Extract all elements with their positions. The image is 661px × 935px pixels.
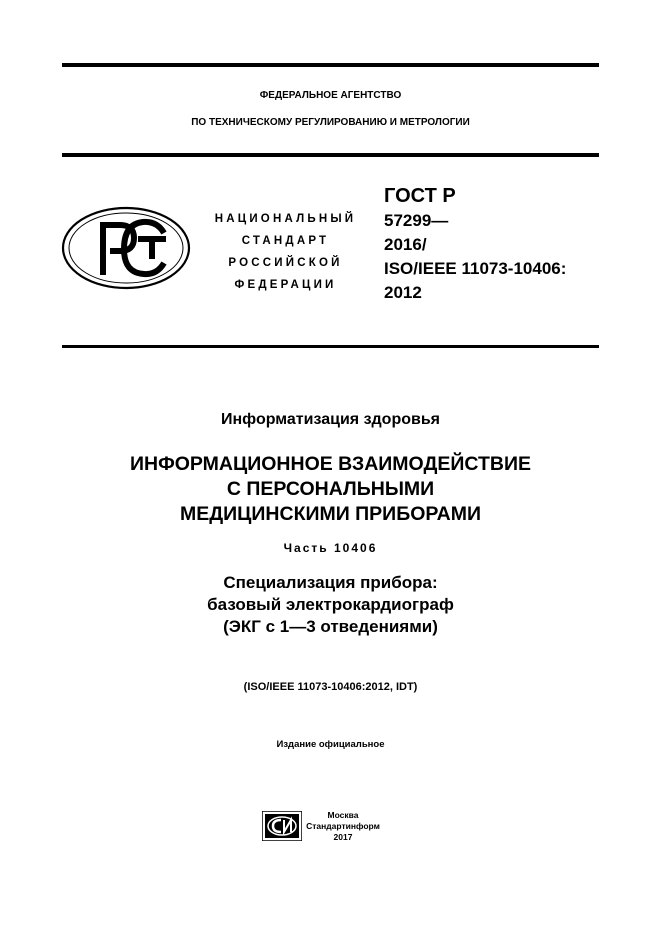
designation-line-3: 2016/: [384, 235, 427, 254]
national-line-1: НАЦИОНАЛЬНЫЙ: [214, 213, 357, 225]
identity-note: (ISO/IEEE 11073-10406:2012, IDT): [243, 681, 418, 693]
standard-designation: [384, 183, 566, 305]
national-line-4: ФЕДЕРАЦИИ: [234, 279, 337, 291]
national-line-2: СТАНДАРТ: [241, 235, 330, 247]
main-title: [0, 452, 661, 527]
subtitle-line-1: Специализация прибора:: [223, 573, 438, 592]
subtitle-line-2: базовый электрокардиограф: [207, 595, 454, 614]
imprint-text: [303, 810, 383, 843]
imprint-publisher: Стандартинформ: [306, 821, 380, 831]
imprint-city: Москва: [327, 810, 359, 820]
main-title-line-3: МЕДИЦИНСКИМИ ПРИБОРАМИ: [179, 503, 482, 525]
edition-label: Издание официальное: [276, 739, 385, 750]
main-title-line-1: ИНФОРМАЦИОННОЕ ВЗАИМОДЕЙСТВИЕ: [130, 453, 531, 475]
main-title-line-2: С ПЕРСОНАЛЬНЫМИ: [226, 478, 435, 500]
standartinform-logo-icon: [262, 811, 302, 841]
designation-line-2: 57299—: [384, 211, 449, 230]
designation-line-1: ГОСТ Р: [384, 185, 456, 207]
imprint-year: 2017: [333, 832, 353, 842]
national-standard-label: [198, 208, 373, 296]
agency-line-2: ПО ТЕХНИЧЕСКОМУ РЕГУЛИРОВАНИЮ И МЕТРОЛОГИИ: [191, 117, 470, 128]
rst-logo-icon: [60, 205, 192, 291]
top-rule: [62, 63, 599, 67]
part-label: Часть 10406: [283, 541, 378, 555]
series-title: Информатизация здоровья: [220, 411, 440, 428]
standard-block-bottom-rule: [62, 345, 599, 348]
header-bottom-rule: [62, 153, 599, 157]
rst-logo: [60, 205, 192, 291]
designation-line-4: ISO/IEEE 11073-10406:: [384, 259, 567, 278]
publisher-logo: [262, 811, 302, 841]
subtitle-line-3: (ЭКГ с 1—3 отведениями): [223, 617, 438, 636]
subtitle: [0, 572, 661, 638]
designation-line-5: 2012: [384, 283, 422, 302]
national-line-3: РОССИЙСКОЙ: [228, 257, 343, 269]
agency-line-1: ФЕДЕРАЛЬНОЕ АГЕНТСТВО: [259, 90, 402, 101]
